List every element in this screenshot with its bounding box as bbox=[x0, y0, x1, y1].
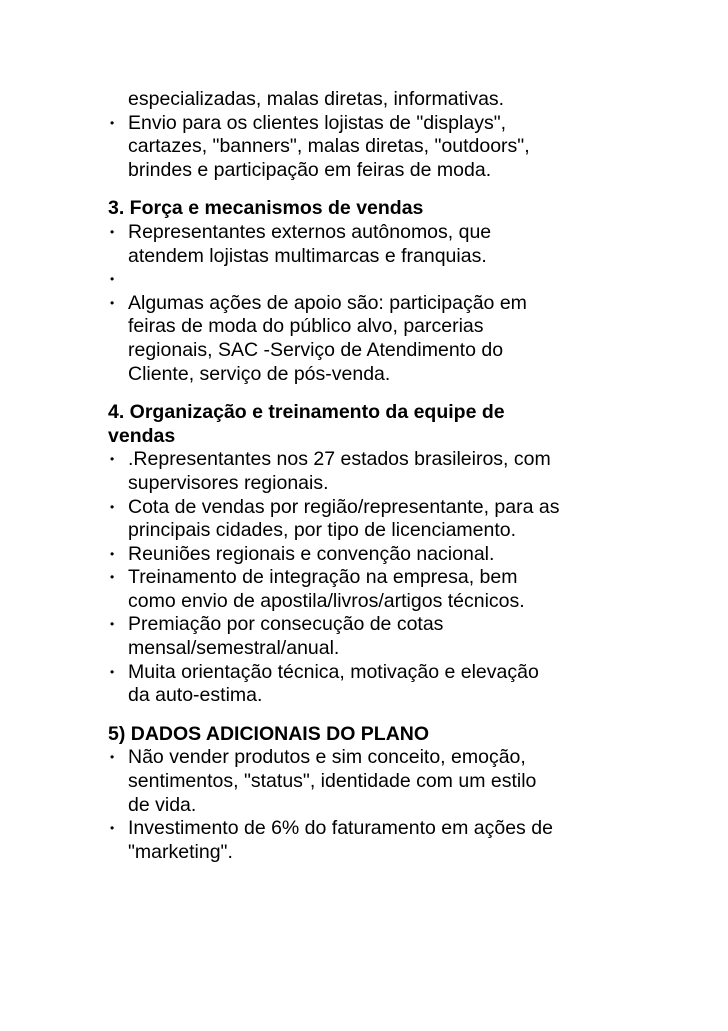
list-item bbox=[108, 613, 628, 637]
list-item-text: Cota de vendas por região/representante, para as bbox=[128, 495, 560, 518]
list-item-text: Envio para os clientes lojistas de "displays", bbox=[128, 111, 507, 134]
list-item bbox=[108, 566, 628, 590]
list-item bbox=[108, 543, 628, 567]
list-item-text: Reuniões regionais e convenção nacional. bbox=[128, 542, 495, 565]
list-item-text: Algumas ações de apoio são: participação em bbox=[128, 291, 527, 314]
list-item bbox=[108, 221, 628, 245]
list-item-text: Treinamento de integração na empresa, bem bbox=[128, 566, 518, 589]
bullet-icon: • bbox=[110, 499, 115, 514]
empty-list-item bbox=[108, 268, 628, 292]
list-item-text: Muita orientação técnica, motivação e elevação bbox=[128, 660, 539, 683]
text-line: Cliente, serviço de pós-venda. bbox=[128, 362, 391, 385]
bullet-icon: • bbox=[110, 224, 115, 239]
bullet-icon: • bbox=[110, 272, 115, 287]
list-item bbox=[108, 292, 628, 316]
text-line: especializadas, malas diretas, informativas. bbox=[128, 88, 505, 110]
bullet-icon: • bbox=[110, 546, 115, 561]
text-line: atendem lojistas multimarcas e franquias. bbox=[128, 244, 487, 267]
list-item bbox=[108, 112, 628, 136]
text-line: de vida. bbox=[128, 793, 197, 816]
list-item-text: Investimento de 6% do faturamento em ações de bbox=[128, 817, 553, 840]
document-page bbox=[108, 88, 628, 864]
text-line: sentimentos, "status", identidade com um estilo bbox=[128, 770, 537, 793]
bullet-icon: • bbox=[110, 617, 115, 632]
bullet-icon: • bbox=[110, 570, 115, 585]
bullet-icon: • bbox=[110, 115, 115, 130]
bullet-icon: • bbox=[110, 664, 115, 679]
text-line: como envio de apostila/livros/artigos técnicos. bbox=[128, 589, 525, 612]
section-heading-5: 5) DADOS ADICIONAIS DO PLANO bbox=[108, 722, 430, 745]
text-line: mensal/semestral/anual. bbox=[128, 637, 340, 660]
section-heading-4-cont: vendas bbox=[108, 424, 176, 447]
text-line: principais cidades, por tipo de licenciamento. bbox=[128, 519, 517, 542]
list-item bbox=[108, 661, 628, 685]
bullet-icon: • bbox=[110, 821, 115, 836]
list-item-text: .Representantes nos 27 estados brasileiros, com bbox=[128, 448, 551, 471]
text-line: regionais, SAC -Serviço de Atendimento do bbox=[128, 338, 504, 361]
bullet-icon: • bbox=[110, 452, 115, 467]
text-line: brindes e participação em feiras de moda. bbox=[128, 158, 492, 181]
text-line: cartazes, "banners", malas diretas, "outdoors", bbox=[128, 135, 530, 158]
list-item bbox=[108, 496, 628, 520]
text-line: "marketing". bbox=[128, 840, 233, 863]
bullet-icon: • bbox=[110, 295, 115, 310]
text-line: feiras de moda do público alvo, parcerias bbox=[128, 315, 484, 338]
list-item bbox=[108, 817, 628, 841]
section-heading-4: 4. Organização e treinamento da equipe de bbox=[108, 401, 505, 424]
bullet-icon: • bbox=[110, 750, 115, 765]
text-line: supervisores regionais. bbox=[128, 471, 329, 494]
list-item-text: Não vender produtos e sim conceito, emoção, bbox=[128, 746, 526, 769]
section-heading-3: 3. Força e mecanismos de vendas bbox=[108, 197, 424, 220]
list-item bbox=[108, 746, 628, 770]
list-item-text: Premiação por consecução de cotas bbox=[128, 613, 444, 636]
list-item bbox=[108, 448, 628, 472]
list-item-text: Representantes externos autônomos, que bbox=[128, 220, 492, 243]
text-line: da auto-estima. bbox=[128, 684, 263, 707]
